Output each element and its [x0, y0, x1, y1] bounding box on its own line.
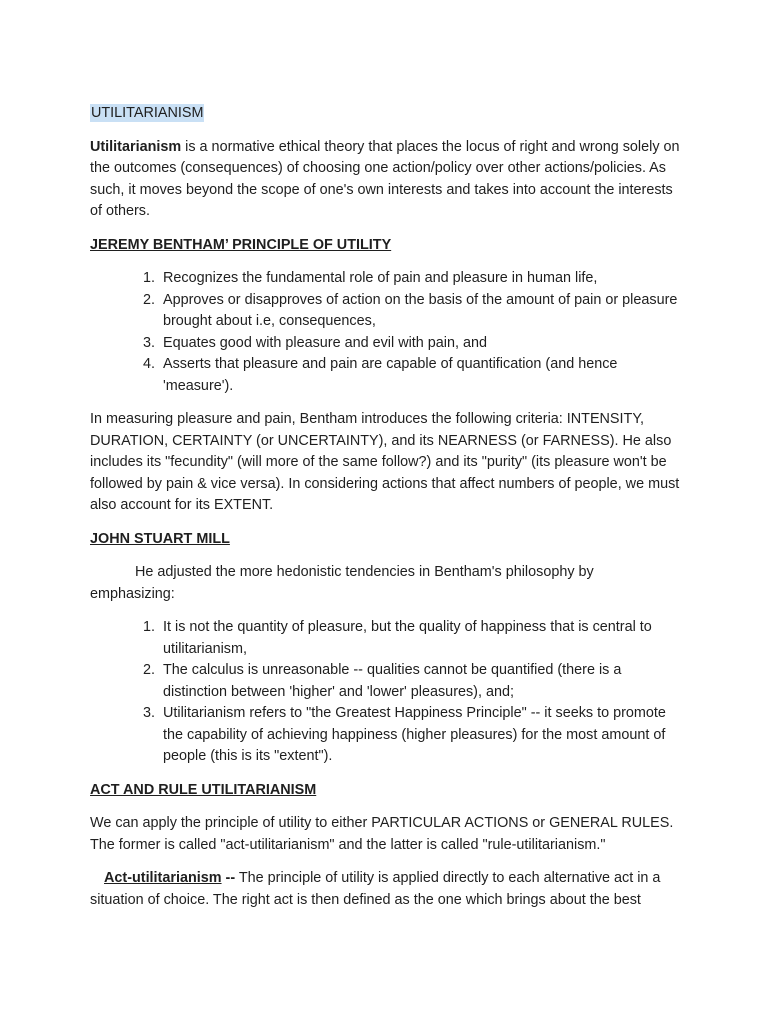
intro-term: Utilitarianism: [90, 138, 182, 155]
mill-heading: JOHN STUART MILL: [90, 530, 230, 547]
mill-list: [90, 617, 682, 768]
list-item: 1. Recognizes the fundamental role of pain and pleasure in human life,: [159, 268, 682, 290]
mill-intro: He adjusted the more hedonistic tendencies in Bentham's philosophy by emphasizing:: [90, 564, 594, 602]
list-item: 2. Approves or disapproves of action on the basis of the amount of pain or pleasure brought about i.e, consequences,: [159, 290, 682, 333]
act-rule-paragraph: We can apply the principle of utility to either PARTICULAR ACTIONS or GENERAL RULES. The former is called "act-utilitarianism" and the latter is called "rule-utilitarianism.": [90, 815, 674, 853]
list-item: 4. Asserts that pleasure and pain are capable of quantification (and hence 'measure').: [159, 354, 682, 397]
bentham-heading: JEREMY BENTHAM’ PRINCIPLE OF UTILITY: [90, 236, 392, 253]
intro-text: is a normative ethical theory that places the locus of right and wrong solely on the outcomes (consequences) of choosing one action/policy over other actions/policies. As such, it moves beyond the scope of one's own interests and takes into account the interests of others.: [90, 138, 680, 219]
list-item: 3. Equates good with pleasure and evil with pain, and: [159, 333, 682, 355]
list-item: 1. It is not the quantity of pleasure, but the quality of happiness that is central to utilitarianism,: [159, 617, 682, 660]
bentham-paragraph: In measuring pleasure and pain, Bentham introduces the following criteria: INTENSITY, DURATION, CERTAINTY (or UNCERTAINTY), and its NEARNESS (or FARNESS). He also includes its "fecundity" (will more of the same follow?) and its "purity" (its pleasure won't be followed by pain & vice versa). In considering actions that affect numbers of people, we must also account for its EXTENT.: [90, 411, 680, 513]
act-separator: --: [221, 870, 236, 886]
list-item: 3. Utilitarianism refers to "the Greatest Happiness Principle" -- it seeks to promote the capability of achieving happiness (higher pleasures) for the most amount of people (this is its "extent").: [159, 703, 682, 768]
document-body: [90, 103, 682, 923]
act-utilitarianism-term: Act-utilitarianism: [104, 870, 222, 886]
bentham-list: [90, 268, 682, 397]
act-rule-heading: ACT AND RULE UTILITARIANISM: [90, 781, 317, 798]
list-item: 2. The calculus is unreasonable -- qualities cannot be quantified (there is a distinction between 'higher' and 'lower' pleasures), and;: [159, 660, 682, 703]
intro-paragraph: [90, 137, 682, 223]
act-utilitarianism-text: The principle of utility is applied directly to each alternative act in a situation of choice. The right act is then defined as the one which brings about the best: [90, 870, 661, 908]
page-title: [90, 103, 682, 125]
title-highlight: UTILITARIANISM: [91, 105, 204, 121]
act-utilitarianism-paragraph: [90, 868, 682, 911]
